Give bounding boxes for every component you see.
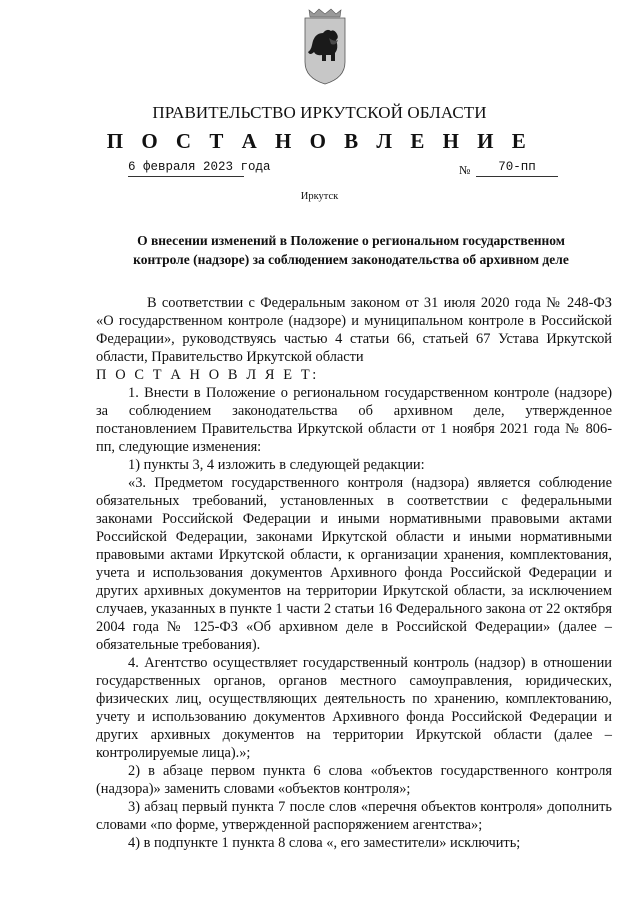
- subitem-1-paragraph: 1) пункты 3, 4 изложить в следующей редакции:: [128, 457, 425, 473]
- item-1-paragraph: 1. Внести в Положение о региональном государственном контроле (надзоре) за соблюдением законодательства об архивном деле, утвержденное постановлением Правительства Иркутской области от 1 ноября 2021 года № 806-пп, следующие изменения:: [96, 385, 612, 455]
- document-number: 70-пп: [476, 160, 558, 177]
- quote-item-4-paragraph: 4. Агентство осуществляет государственный контроль (надзор) в отношении государственных органов, органов местного самоуправления, юридических, физических лиц, осуществляющих деятельность по хранению, комплектованию, учету и использованию документов Архивного фонда Российской Федерации и других архивных документов на территории Иркутской области (далее – контролируемые лица).»;: [96, 655, 612, 761]
- number-sign: №: [459, 163, 471, 177]
- government-name: ПРАВИТЕЛЬСТВО ИРКУТСКОЙ ОБЛАСТИ: [152, 103, 487, 122]
- subitem-3-paragraph: 3) абзац первый пункта 7 после слов «перечня объектов контроля» дополнить словами «по форме, утвержденной распоряжением агентства»;: [96, 799, 612, 833]
- title-line: контроле (надзоре) за соблюдением законодательства об архивном деле: [133, 252, 569, 267]
- document-title: [96, 231, 606, 269]
- document-date: 6 февраля 2023 года: [128, 160, 244, 177]
- subitem-2-paragraph: 2) в абзаце первом пункта 6 слова «объектов государственного контроля (надзора)» заменить словами «объектов контроля»;: [96, 763, 612, 797]
- decree-word: П О С Т А Н О В Л Я Е Т:: [96, 367, 319, 383]
- title-line: О внесении изменений в Положение о региональном государственном: [137, 233, 565, 248]
- irkutsk-coat-of-arms-icon: [296, 4, 354, 88]
- quote-item-3-paragraph: «3. Предметом государственного контроля (надзора) является соблюдение обязательных требований, установленных в соответствии с федеральными законами Российской Федерации и иными нормативными правовыми актами Российской Федерации, законами Иркутской области и иными нормативными правовыми актами Иркутской области, к организации хранения, комплектования, учета и использования документов Архивного фонда Российской Федерации и других архивных документов на территории Иркутской области, за исключением случаев, указанных в пункте 1 части 2 статьи 16 Федерального закона от 22 октября 2004 года № 125-ФЗ «Об архивном деле в Российской Федерации» (далее – обязательные требования).: [96, 475, 612, 653]
- city-name: Иркутск: [300, 191, 339, 202]
- preamble-paragraph: В соответствии с Федеральным законом от 31 июля 2020 года № 248-ФЗ «О государственном контроле (надзоре) и муниципальном контроле в Российской Федерации», руководствуясь частью 4 статьи 66, статьей 67 Устава Иркутской области, Правительство Иркутской области: [96, 295, 612, 365]
- document-type: П О С Т А Н О В Л Е Н И Е: [106, 129, 533, 153]
- document-body: [96, 294, 612, 852]
- subitem-4-paragraph: 4) в подпункте 1 пункта 8 слова «, его заместители» исключить;: [128, 835, 521, 851]
